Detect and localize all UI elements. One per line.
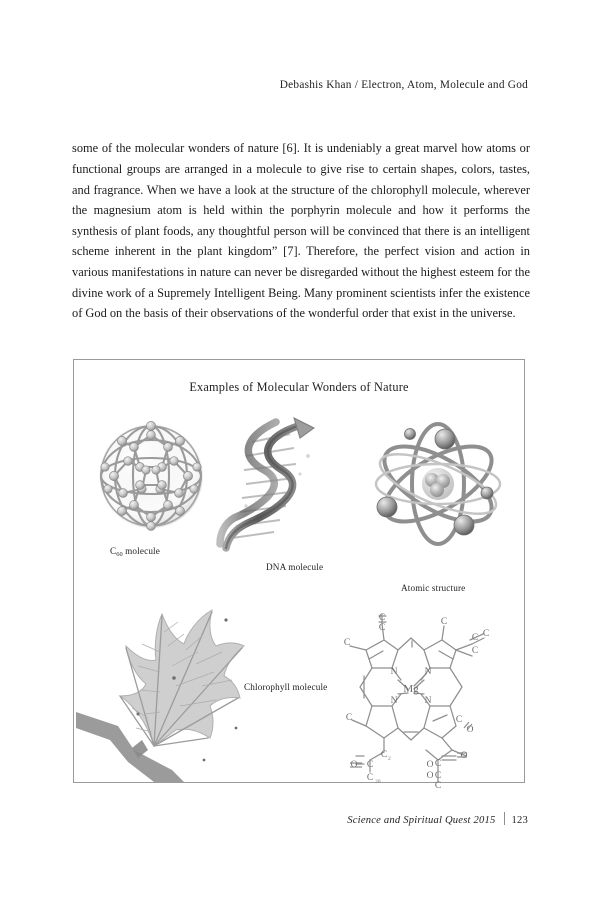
figure-box <box>73 359 525 791</box>
c-label: C <box>343 638 351 648</box>
c60-caption-subscript: 60 <box>116 551 123 558</box>
n-label: N <box>390 667 398 677</box>
atom-orbital-model-icon <box>369 418 507 550</box>
green-leaf-icon <box>76 600 246 782</box>
c-label: C <box>380 750 388 760</box>
chlorophyll-molecule-caption: Chlorophyll molecule <box>244 682 328 692</box>
c-label: C <box>434 771 442 781</box>
journal-name: Science and Spiritual Quest 2015 <box>347 815 496 826</box>
footer-divider <box>504 812 505 825</box>
atomic-structure-image <box>369 418 507 550</box>
chlorophyll-structural-formula-icon <box>326 610 494 791</box>
c-label: C <box>434 781 442 791</box>
n-label: N <box>424 667 432 677</box>
o-label: O <box>350 760 358 770</box>
dna-molecule-caption: DNA molecule <box>266 562 324 572</box>
mg-label: Mg <box>403 683 419 695</box>
c60-molecule-caption <box>110 546 160 558</box>
o-label: O <box>460 751 468 761</box>
c-label: C <box>378 623 386 633</box>
o-label: O <box>426 760 434 770</box>
c-label: C <box>482 629 490 639</box>
n-label: N <box>390 696 398 706</box>
page-number: 123 <box>511 815 528 826</box>
o-label: O <box>426 771 434 781</box>
dna-molecule-image <box>216 412 328 557</box>
c60-caption-prefix: C <box>110 546 117 556</box>
c-subscript: 20 <box>375 779 381 785</box>
c-subscript: 2 <box>388 756 391 762</box>
fullerene-buckyball-icon <box>96 415 206 537</box>
c-label: C <box>471 633 479 643</box>
c-label: C <box>440 617 448 627</box>
body-paragraph: some of the molecular wonders of nature [6]. It is undeniably a great marvel how atoms or functional groups are arranged in a molecule to give rise to certain shapes, colors, tastes, and fragrance. When we have a look at the structure of the chlorophyll molecule, wherever the magnesium atom is held within the porphyrin molecule and how it performs the synthesis of plant foods, any thoughtful person will be convinced that there is an intelligent scheme inherent in the plant kingdom” [7]. Therefore, the perfect vision and action in various manifestations in nature can never be disregarded without the highest esteem for the divine work of a Supremely Intelligent Being. Many prominent scientists infer the existence of God on the basis of their observations of the wonderful order that exist in the universe. <box>72 141 530 321</box>
dna-double-helix-icon <box>216 412 328 557</box>
figure-title: Examples of Molecular Wonders of Nature <box>189 380 409 394</box>
c-label: C <box>366 773 374 783</box>
c-label: C <box>434 759 442 769</box>
n-label: N <box>424 696 432 706</box>
running-header: Debashis Khan / Electron, Atom, Molecule and God <box>279 79 528 91</box>
c60-caption-suffix: molecule <box>122 546 160 556</box>
atomic-structure-caption: Atomic structure <box>401 583 466 593</box>
c60-molecule-image <box>96 415 206 537</box>
c-label: C <box>378 613 386 623</box>
c-label: C <box>345 713 353 723</box>
c-label: C <box>455 715 463 725</box>
leaf-image <box>76 600 246 782</box>
o-label: O <box>466 725 474 735</box>
chlorophyll-structure-image <box>326 610 494 791</box>
c-label: C <box>366 760 374 770</box>
c-label: C <box>471 646 479 656</box>
page-footer <box>72 812 528 826</box>
